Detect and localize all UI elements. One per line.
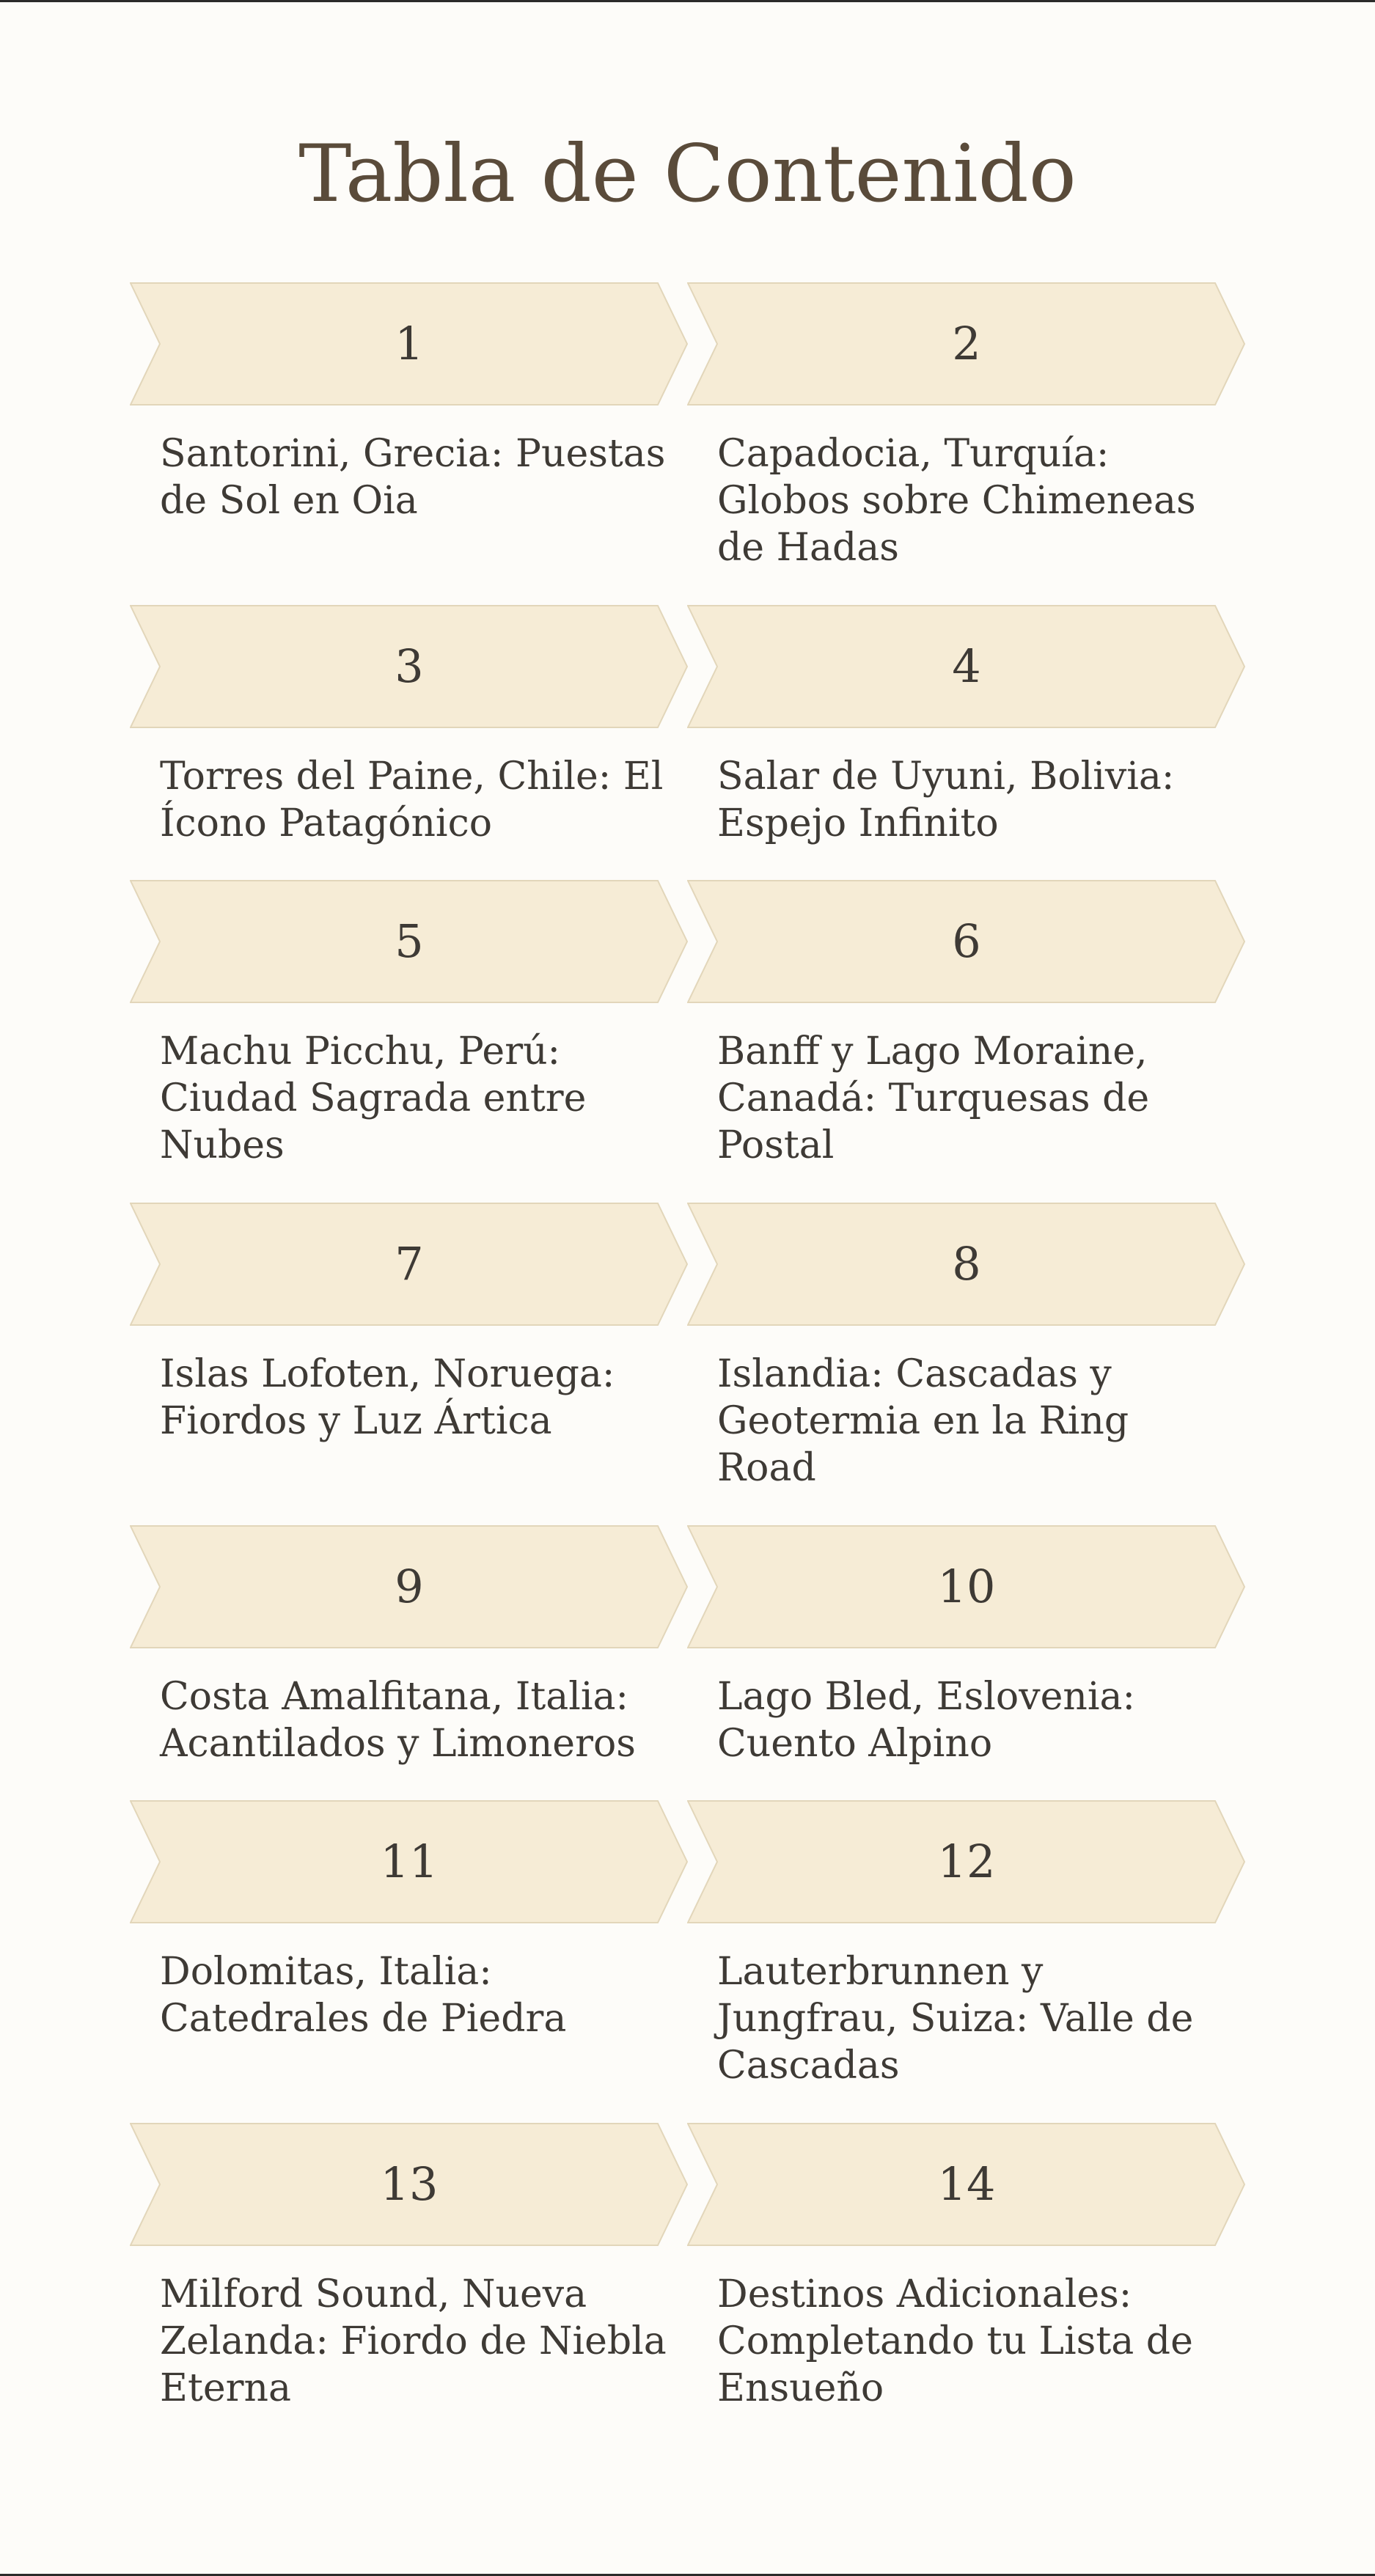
chapter-title[interactable]: Lago Bled, Eslovenia: Cuento Alpino bbox=[717, 1675, 1135, 1766]
chapter-chevron bbox=[687, 1800, 1246, 1923]
chapter-title[interactable]: Costa Amalfitana, Italia: Acantilados y Limoneros bbox=[160, 1675, 636, 1766]
chapter-number: 4 bbox=[952, 639, 981, 693]
chapter-title[interactable]: Islas Lofoten, Noruega: Fiordos y Luz Ártica bbox=[160, 1352, 615, 1443]
chapter-title[interactable]: Islandia: Cascadas y Geotermia en la Ring Road bbox=[717, 1352, 1129, 1490]
chapter-chevron bbox=[130, 2123, 689, 2246]
chapter-chevron bbox=[130, 880, 689, 1003]
chapter-chevron bbox=[130, 282, 689, 406]
chapter-chevron bbox=[687, 1525, 1246, 1648]
chapter-chevron bbox=[130, 1203, 689, 1326]
chapter-chevron bbox=[687, 282, 1246, 406]
chapter-chevron bbox=[130, 605, 689, 728]
chapter-number: 5 bbox=[395, 914, 424, 968]
chapter-chevron bbox=[687, 2123, 1246, 2246]
chapter-chevron bbox=[687, 605, 1246, 728]
chapter-number: 7 bbox=[395, 1237, 424, 1291]
chapter-title[interactable]: Dolomitas, Italia: Catedrales de Piedra bbox=[160, 1950, 567, 2041]
chapter-title[interactable]: Santorini, Grecia: Puestas de Sol en Oia bbox=[160, 432, 666, 523]
chapter-title[interactable]: Torres del Paine, Chile: El Ícono Patagónico bbox=[160, 755, 664, 845]
chapter-chevron bbox=[130, 1800, 689, 1923]
chapter-number: 12 bbox=[937, 1835, 996, 1888]
chapter-title[interactable]: Lauterbrunnen y Jungfrau, Suiza: Valle de Cascadas bbox=[717, 1950, 1194, 2088]
chapter-number: 13 bbox=[380, 2157, 439, 2211]
chapter-title[interactable]: Banff y Lago Moraine, Canadá: Turquesas de Postal bbox=[717, 1030, 1150, 1167]
chapter-chevron bbox=[687, 1203, 1246, 1326]
chapter-number: 14 bbox=[937, 2157, 996, 2211]
chapter-number: 1 bbox=[395, 317, 424, 370]
chapter-title[interactable]: Destinos Adicionales: Completando tu Lista de Ensueño bbox=[717, 2272, 1193, 2410]
chapter-number: 2 bbox=[952, 317, 981, 370]
chapter-number: 11 bbox=[380, 1835, 439, 1888]
chapter-number: 9 bbox=[395, 1560, 424, 1613]
chapter-number: 6 bbox=[952, 914, 981, 968]
chapter-number: 8 bbox=[952, 1237, 981, 1291]
chapter-chevron bbox=[130, 1525, 689, 1648]
chapter-title[interactable]: Salar de Uyuni, Bolivia: Espejo Infinito bbox=[717, 755, 1175, 845]
chapter-title[interactable]: Machu Picchu, Perú: Ciudad Sagrada entre Nubes bbox=[160, 1030, 587, 1167]
chapter-number: 3 bbox=[395, 639, 424, 693]
chapter-number: 10 bbox=[937, 1560, 996, 1613]
chapter-title[interactable]: Milford Sound, Nueva Zelanda: Fiordo de Niebla Eterna bbox=[160, 2272, 667, 2410]
chapter-chevron bbox=[687, 880, 1246, 1003]
chapter-title[interactable]: Capadocia, Turquía: Globos sobre Chimeneas de Hadas bbox=[717, 432, 1196, 570]
page-title: Tabla de Contenido bbox=[298, 128, 1077, 220]
